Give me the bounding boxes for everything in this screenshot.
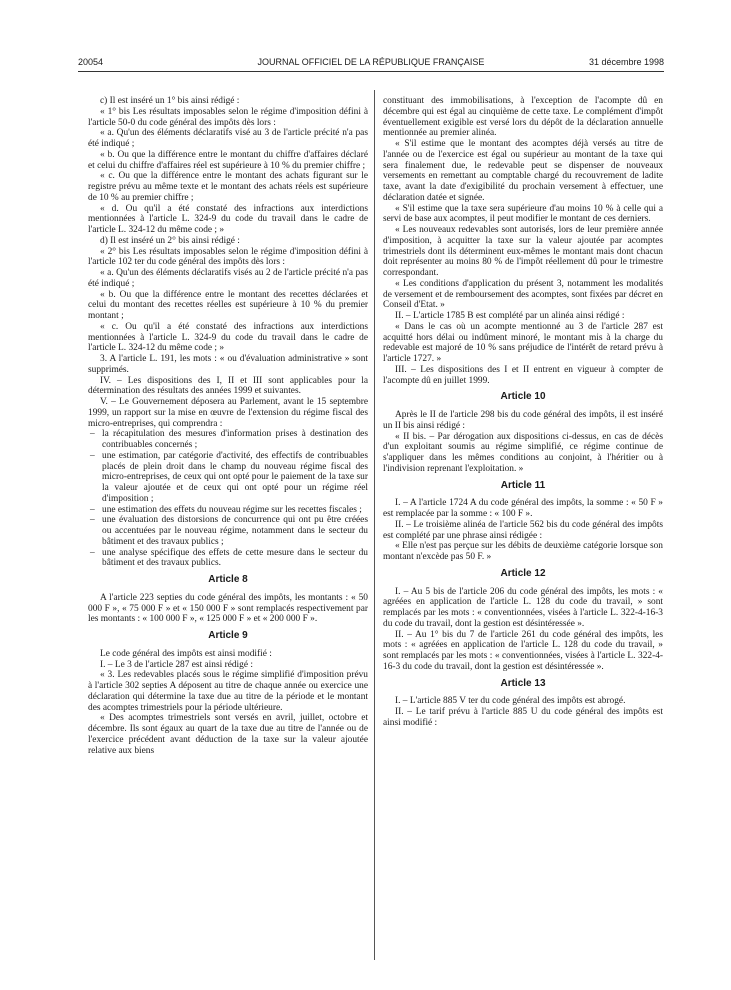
- article-10-heading: Article 10: [500, 391, 546, 403]
- list-item: – la récapitulation des mesures d'information prises à destination des contribuables concernés ;: [102, 429, 368, 451]
- paragraph: c) Il est inséré un 1° bis ainsi rédigé :: [100, 96, 240, 106]
- column-divider: [374, 90, 375, 960]
- left-column: [88, 96, 368, 756]
- publication-date: 31 décembre 1998: [588, 57, 664, 67]
- list-item: – une analyse spécifique des effets de cette mesure dans le secteur du bâtiment et des travaux publics.: [102, 548, 368, 570]
- paragraph: d) Il est inséré un 2° bis ainsi rédigé :: [100, 235, 240, 246]
- paragraph: « Les conditions d'application du présent 3, notamment les modalités de versement et de remboursement des acomptes, sont fixées par décret en Conseil d'Etat. »: [383, 278, 663, 311]
- paragraph: IV. – Les dispositions des I, II et III sont applicables pour la détermination des résultats des années 1999 et suivantes.: [88, 375, 368, 397]
- paragraph: 3. A l'article L. 191, les mots : « ou d'évaluation administrative » sont supprimés.: [88, 354, 368, 375]
- paragraph: « 1° bis Les résultats imposables selon le régime d'imposition défini à l'article 50-0 du code général des impôts dès lors :: [88, 106, 368, 128]
- paragraph: I. – Au 5 bis de l'article 206 du code général des impôts, les mots : « agréées en application de l'article L. 128 du code du travail, » sont remplacés par les mots : « conventionnées, visées à l'article L. 322-4-16-3 du code du travail, dont la gestion est désintéressée ».: [383, 586, 663, 629]
- paragraph: « S'il estime que le montant des acomptes déjà versés au titre de l'année ou de l'exercice est égal ou supérieur au montant de la taxe qui sera finalement due, le redevable peut se dispenser de nouveaux versements en remettant au comptable chargé du recouvrement de ladite taxe, avant la date d'exigibilité du prochain versement à effectuer, une déclaration datée et signée.: [383, 139, 663, 203]
- list-item: – une estimation des effets du nouveau régime sur les recettes fiscales ;: [102, 505, 368, 516]
- paragraph: « a. Qu'un des éléments déclaratifs visés au 2 de l'article précité n'a pas été indiqué ;: [88, 268, 368, 289]
- paragraph: « Elle n'est pas perçue sur les débits de deuxième catégorie lorsque son montant n'excède pas 50 F. »: [383, 541, 663, 562]
- paragraph: Le code général des impôts est ainsi modifié :: [100, 648, 272, 659]
- paragraph: I. – Le 3 de l'article 287 est ainsi rédigé :: [100, 659, 253, 670]
- paragraph: II. – Le troisième alinéa de l'article 562 bis du code général des impôts est complété par une phrase ainsi rédigée :: [383, 519, 663, 541]
- paragraph: « Les nouveaux redevables sont autorisés, lors de leur première année d'imposition, à acquitter la taxe sur la valeur ajoutée par acomptes trimestriels dont ils déterminent eux-mêmes le montant mais dont chacun doit représenter au moins 80 % de l'impôt réellement dû pour le trimestre correspondant.: [383, 225, 663, 278]
- header-rule: [78, 71, 664, 72]
- paragraph: « 3. Les redevables placés sous le régime simplifié d'imposition prévu à l'article 302 septies A déposent au titre de chaque année ou exercice une déclaration qui détermine la taxe due au titre de la période et le montant des acomptes trimestriels pour la période ultérieure.: [88, 670, 368, 713]
- page-number: 20054: [78, 57, 104, 67]
- paragraph: « d. Ou qu'il a été constaté des infractions aux interdictions mentionnées à l'article L. 324-9 du code du travail dans le cadre de l'article L. 324-12 du même code ; »: [88, 203, 368, 235]
- list-item: – une estimation, par catégorie d'activité, des effectifs de contribuables placés de plein droit dans le champ du nouveau régime fiscal des micro-entreprises, de ceux qui ont opté pour le paiement de la taxe sur la valeur ajoutée et de ceux qui ont opté pour un régime réel d'imposition ;: [102, 451, 368, 505]
- paragraph: « b. Ou que la différence entre le montant des recettes déclarées et celui du montant des recettes réelles est supérieure à 10 % du premier montant ;: [88, 289, 368, 321]
- paragraph: « Dans le cas où un acompte mentionné au 3 de l'article 287 est acquitté hors délai ou indûment minoré, le montant mis à la charge du redevable est majoré de 10 % sans préjudice de l'intérêt de retard prévu à l'article 1727. »: [383, 321, 663, 364]
- paragraph: « c. Ou qu'il a été constaté des infractions aux interdictions mentionnées à l'article L. 324-9 du code du travail dans le cadre de l'article L. 324-12 du même code ; »: [88, 321, 368, 354]
- article-11-heading: Article 11: [500, 479, 546, 491]
- paragraph: II. – Le tarif prévu à l'article 885 U du code général des impôts est ainsi modifié :: [383, 707, 663, 728]
- paragraph: III. – Les dispositions des I et II entrent en vigueur à compter de l'acompte dû en juillet 1999.: [383, 364, 663, 386]
- list-item: – une évaluation des distorsions de concurrence qui ont pu être créées ou accentuées par le nouveau régime, notamment dans le secteur du bâtiment et des travaux publics ;: [102, 515, 368, 547]
- article-9-heading: Article 9: [208, 630, 248, 641]
- paragraph: constituant des immobilisations, à l'exception de l'acompte dû en décembre qui est égal au cinquième de cette taxe. Le complément d'impôt éventuellement exigible est versé lors du dépôt de la déclaration annuelle mentionnée au premier alinéa.: [383, 96, 663, 139]
- paragraph: I. – L'article 885 V ter du code général des impôts est abrogé.: [395, 696, 626, 707]
- paragraph: A l'article 223 septies du code général des impôts, les montants : « 50 000 F », « 75 000 F » et « 150 000 F » sont remplacés respectivement par les montants : « 100 000 F », « 125 000 F » et « 200 000 F ».: [88, 592, 368, 625]
- paragraph: V. – Le Gouvernement déposera au Parlement, avant le 15 septembre 1999, un rapport sur la mise en œuvre de l'extension du régime fiscal des micro-entreprises, qui comprendra :: [88, 397, 368, 429]
- paragraph: II. – Au 1° bis du 7 de l'article 261 du code général des impôts, les mots : « agréées en application de l'article L. 128 du code du travail, » sont remplacés par les mots : « conventionnées, visées à l'article L. 322-4-16-3 du code du travail, dont la gestion est désintéressée ».: [383, 629, 663, 672]
- paragraph: Après le II de l'article 298 bis du code général des impôts, il est inséré un II bis ainsi rédigé :: [383, 410, 663, 431]
- article-13-heading: Article 13: [500, 677, 546, 689]
- report-contents-list: [88, 429, 368, 569]
- paragraph: « II bis. – Par dérogation aux dispositions ci-dessus, en cas de décès d'un exploitant soumis au régime simplifié, ce régime continue de s'appliquer dans les mêmes conditions au conjoint, à l'héritier ou à l'indivision reprenant l'exploitation. »: [383, 431, 663, 474]
- paragraph: « Des acomptes trimestriels sont versés en avril, juillet, octobre et décembre. Ils sont égaux au quart de la taxe due au titre de l'année ou de l'exercice précédent avant déduction de la taxe sur la valeur ajoutée relative aux biens: [88, 713, 368, 756]
- right-column: [383, 96, 663, 729]
- journal-title: JOURNAL OFFICIEL DE LA RÉPUBLIQUE FRANÇAISE: [257, 57, 485, 67]
- paragraph: I. – A l'article 1724 A du code général des impôts, la somme : « 50 F » est remplacée par la somme : « 100 F ».: [383, 498, 663, 519]
- page-header: [78, 57, 664, 71]
- article-8-heading: Article 8: [208, 574, 248, 585]
- paragraph: « c. Ou que la différence entre le montant des achats figurant sur le registre prévu au même texte et le montant des achats réels est supérieure de 10 % au premier chiffre ;: [88, 171, 368, 203]
- paragraph: « a. Qu'un des éléments déclaratifs visé au 3 de l'article précité n'a pas été indiqué ;: [88, 128, 368, 149]
- paragraph: II. – L'article 1785 B est complété par un alinéa ainsi rédigé :: [395, 311, 625, 321]
- paragraph: « S'il estime que la taxe sera supérieure d'au moins 10 % à celle qui a servi de base aux acomptes, il peut modifier le montant de ces derniers.: [383, 203, 663, 225]
- paragraph: « 2° bis Les résultats imposables selon le régime d'imposition défini à l'article 102 ter du code général des impôts dès lors :: [88, 246, 368, 268]
- paragraph: « b. Ou que la différence entre le montant du chiffre d'affaires déclaré et celui du chiffre d'affaires réel est supérieure à 10 % du premier chiffre ;: [88, 149, 368, 171]
- article-12-heading: Article 12: [500, 567, 546, 579]
